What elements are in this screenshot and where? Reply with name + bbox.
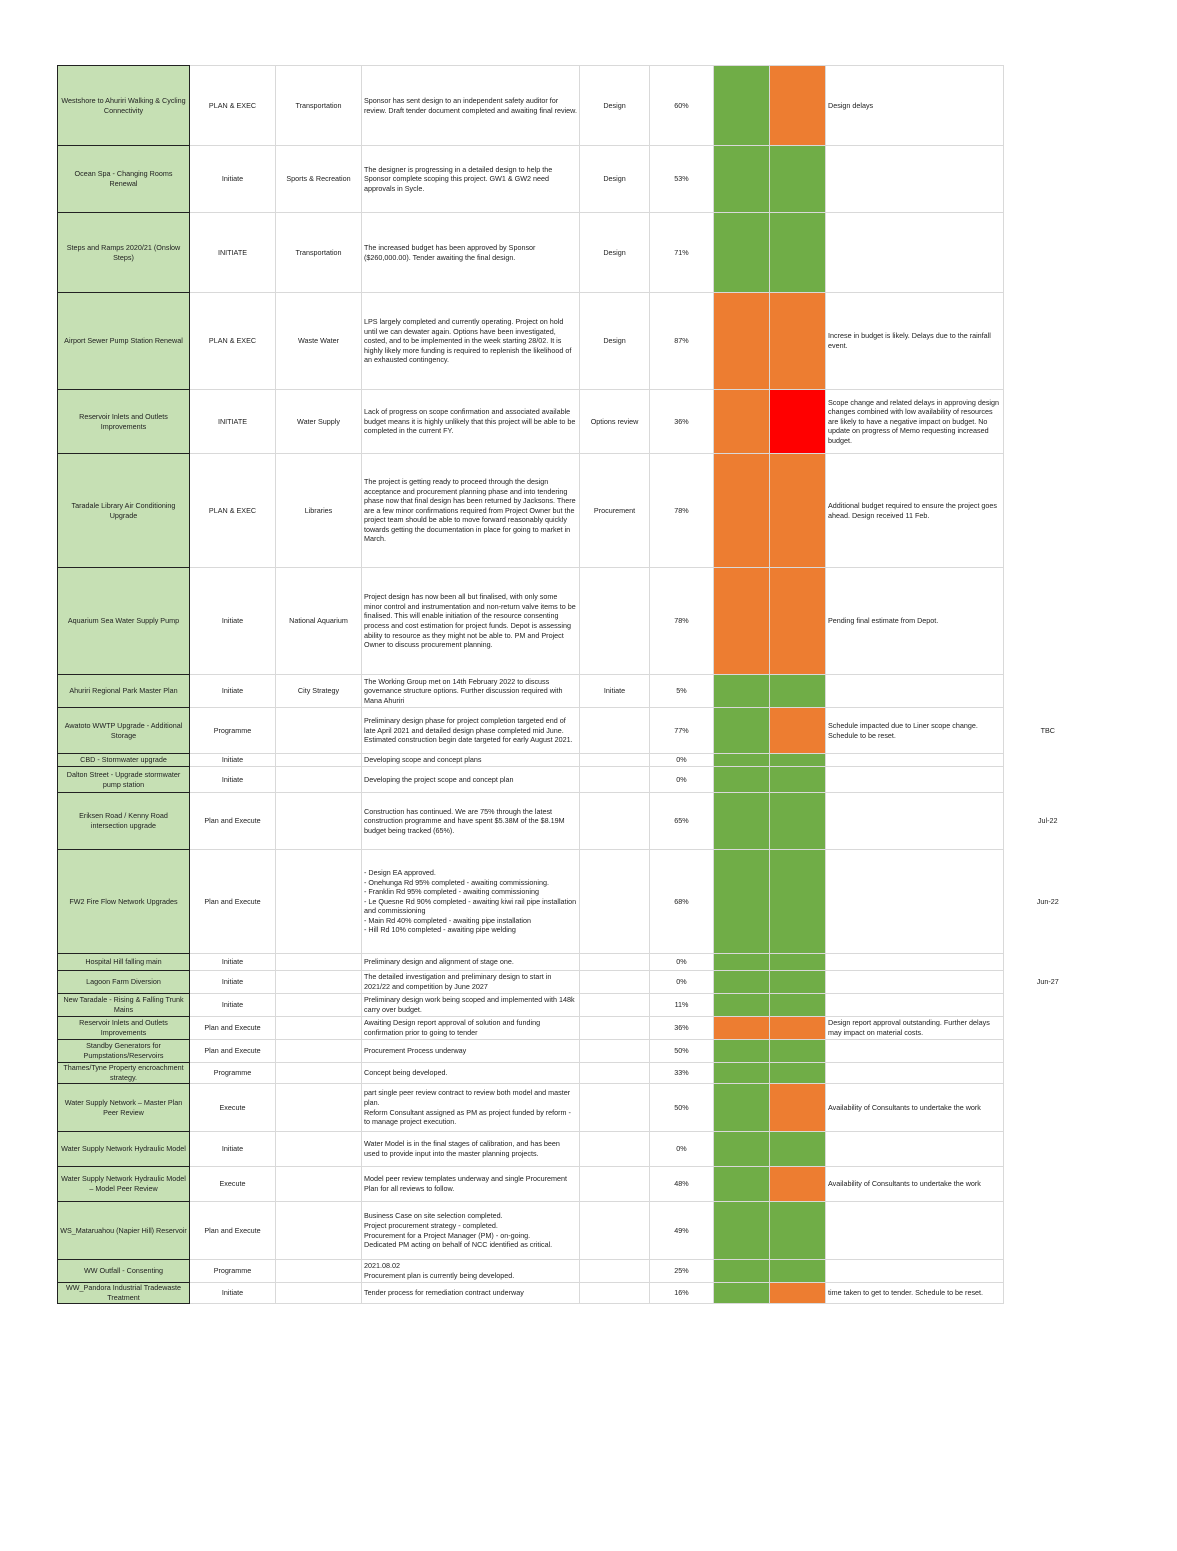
- target-date: [1004, 568, 1092, 675]
- percent-complete: 0%: [650, 767, 714, 793]
- project-stage: [580, 767, 650, 793]
- project-phase: Programme: [190, 1063, 276, 1084]
- project-phase: Execute: [190, 1084, 276, 1132]
- project-stage: [580, 850, 650, 954]
- project-phase: Initiate: [190, 754, 276, 767]
- project-name: Eriksen Road / Kenny Road intersection upgrade: [58, 793, 190, 850]
- project-name: FW2 Fire Flow Network Upgrades: [58, 850, 190, 954]
- project-name: Dalton Street - Upgrade stormwater pump station: [58, 767, 190, 793]
- target-date: [1004, 1202, 1092, 1260]
- status-comment: Scope change and related delays in approving design changes combined with low availability of resources are likely to have a negative impact on budget. No update on progress of Memo requesting increased budget.: [826, 390, 1004, 454]
- status-indicator-1: [714, 971, 770, 994]
- status-comment: [826, 971, 1004, 994]
- project-category: [276, 1283, 362, 1304]
- percent-complete: 50%: [650, 1084, 714, 1132]
- project-description: LPS largely completed and currently operating. Project on hold until we can dewater again. Options have been investigated, costed, and to be implemented in the week starting 28/02. It is highly likely more funding is required to replenish the likelihood of an exhausted contingency.: [362, 293, 580, 390]
- status-comment: [826, 767, 1004, 793]
- project-description: Procurement Process underway: [362, 1040, 580, 1063]
- status-indicator-1: [714, 994, 770, 1017]
- table-row: [58, 1063, 1092, 1084]
- project-category: [276, 1167, 362, 1202]
- target-date: [1004, 954, 1092, 971]
- table-row: [58, 850, 1092, 954]
- project-stage: Options review: [580, 390, 650, 454]
- target-date: [1004, 1063, 1092, 1084]
- status-indicator-2: [770, 1167, 826, 1202]
- percent-complete: 36%: [650, 1017, 714, 1040]
- project-category: [276, 1260, 362, 1283]
- project-stage: [580, 994, 650, 1017]
- project-phase: Plan and Execute: [190, 850, 276, 954]
- table-row: [58, 568, 1092, 675]
- project-category: [276, 954, 362, 971]
- project-stage: Design: [580, 66, 650, 146]
- table-row: [58, 1017, 1092, 1040]
- project-category: Sports & Recreation: [276, 146, 362, 213]
- project-phase: INITIATE: [190, 213, 276, 293]
- status-comment: Availability of Consultants to undertake the work: [826, 1167, 1004, 1202]
- status-indicator-1: [714, 454, 770, 568]
- table-row: [58, 1132, 1092, 1167]
- status-indicator-2: [770, 793, 826, 850]
- project-stage: Design: [580, 293, 650, 390]
- project-category: [276, 708, 362, 754]
- status-indicator-1: [714, 1202, 770, 1260]
- status-indicator-2: [770, 767, 826, 793]
- project-phase: INITIATE: [190, 390, 276, 454]
- project-name: Thames/Tyne Property encroachment strategy.: [58, 1063, 190, 1084]
- project-stage: Design: [580, 213, 650, 293]
- target-date: TBC: [1004, 708, 1092, 754]
- percent-complete: 71%: [650, 213, 714, 293]
- status-indicator-1: [714, 1084, 770, 1132]
- target-date: [1004, 1017, 1092, 1040]
- project-name: CBD - Stormwater upgrade: [58, 754, 190, 767]
- project-phase: Initiate: [190, 994, 276, 1017]
- status-indicator-1: [714, 1132, 770, 1167]
- status-comment: [826, 1260, 1004, 1283]
- status-indicator-2: [770, 1283, 826, 1304]
- target-date: [1004, 390, 1092, 454]
- project-phase: Plan and Execute: [190, 793, 276, 850]
- target-date: [1004, 994, 1092, 1017]
- project-name: New Taradale - Rising & Falling Trunk Mains: [58, 994, 190, 1017]
- table-row: [58, 994, 1092, 1017]
- project-description: - Design EA approved. - Onehunga Rd 95% completed - awaiting commissioning. - Franklin Rd 95% completed - awaiting commissioning - Le Quesne Rd 90% completed - awaiting kiwi rail pipe installation and commissioning - Main Rd 40% completed - awaiting pipe installation - Hill Rd 10% completed - awaiting pipe welding: [362, 850, 580, 954]
- project-name: Ahuriri Regional Park Master Plan: [58, 675, 190, 708]
- status-indicator-1: [714, 1040, 770, 1063]
- status-indicator-1: [714, 1063, 770, 1084]
- project-category: [276, 1063, 362, 1084]
- project-category: [276, 754, 362, 767]
- project-stage: [580, 1260, 650, 1283]
- status-indicator-2: [770, 1202, 826, 1260]
- project-name: Aquarium Sea Water Supply Pump: [58, 568, 190, 675]
- project-category: [276, 994, 362, 1017]
- project-phase: Programme: [190, 1260, 276, 1283]
- project-description: Developing scope and concept plans: [362, 754, 580, 767]
- percent-complete: 68%: [650, 850, 714, 954]
- project-stage: [580, 1063, 650, 1084]
- project-stage: [580, 754, 650, 767]
- percent-complete: 78%: [650, 568, 714, 675]
- status-comment: Availability of Consultants to undertake the work: [826, 1084, 1004, 1132]
- percent-complete: 25%: [650, 1260, 714, 1283]
- project-stage: [580, 1017, 650, 1040]
- status-indicator-2: [770, 1260, 826, 1283]
- project-stage: [580, 1132, 650, 1167]
- project-description: Water Model is in the final stages of calibration, and has been used to provide input into the master planning projects.: [362, 1132, 580, 1167]
- status-comment: Pending final estimate from Depot.: [826, 568, 1004, 675]
- project-name: WS_Mataruahou (Napier Hill) Reservoir: [58, 1202, 190, 1260]
- target-date: [1004, 213, 1092, 293]
- percent-complete: 49%: [650, 1202, 714, 1260]
- project-phase: Initiate: [190, 971, 276, 994]
- status-indicator-1: [714, 1167, 770, 1202]
- project-description: The designer is progressing in a detailed design to help the Sponsor complete scoping this project. GW1 & GW2 need approvals in Sycle.: [362, 146, 580, 213]
- table-row: [58, 1202, 1092, 1260]
- status-comment: Increse in budget is likely. Delays due to the rainfall event.: [826, 293, 1004, 390]
- project-phase: Initiate: [190, 1283, 276, 1304]
- target-date: Jun-27: [1004, 971, 1092, 994]
- percent-complete: 11%: [650, 994, 714, 1017]
- status-indicator-2: [770, 971, 826, 994]
- project-stage: [580, 1202, 650, 1260]
- project-phase: PLAN & EXEC: [190, 454, 276, 568]
- status-indicator-1: [714, 850, 770, 954]
- target-date: [1004, 454, 1092, 568]
- status-indicator-2: [770, 213, 826, 293]
- project-phase: PLAN & EXEC: [190, 66, 276, 146]
- project-description: Tender process for remediation contract underway: [362, 1283, 580, 1304]
- status-indicator-2: [770, 850, 826, 954]
- project-name: Taradale Library Air Conditioning Upgrade: [58, 454, 190, 568]
- table-row: [58, 1283, 1092, 1304]
- target-date: [1004, 146, 1092, 213]
- percent-complete: 0%: [650, 971, 714, 994]
- status-indicator-1: [714, 767, 770, 793]
- project-description: Concept being developed.: [362, 1063, 580, 1084]
- status-comment: [826, 1202, 1004, 1260]
- project-category: [276, 1202, 362, 1260]
- project-phase: Initiate: [190, 568, 276, 675]
- project-phase: Initiate: [190, 767, 276, 793]
- percent-complete: 78%: [650, 454, 714, 568]
- project-stage: Design: [580, 146, 650, 213]
- project-name: Standby Generators for Pumpstations/Reservoirs: [58, 1040, 190, 1063]
- percent-complete: 65%: [650, 793, 714, 850]
- status-indicator-1: [714, 1283, 770, 1304]
- target-date: [1004, 293, 1092, 390]
- percent-complete: 48%: [650, 1167, 714, 1202]
- project-category: [276, 971, 362, 994]
- status-comment: [826, 754, 1004, 767]
- project-description: The Working Group met on 14th February 2022 to discuss governance structure options. Further discussion required with Mana Ahuriri: [362, 675, 580, 708]
- percent-complete: 0%: [650, 954, 714, 971]
- status-comment: Design delays: [826, 66, 1004, 146]
- status-indicator-2: [770, 293, 826, 390]
- project-name: WW_Pandora Industrial Tradewaste Treatment: [58, 1283, 190, 1304]
- project-name: Water Supply Network Hydraulic Model – Model Peer Review: [58, 1167, 190, 1202]
- table-row: [58, 1260, 1092, 1283]
- project-category: Transportation: [276, 66, 362, 146]
- status-indicator-1: [714, 293, 770, 390]
- project-category: Water Supply: [276, 390, 362, 454]
- project-description: Lack of progress on scope confirmation and associated available budget means it is highly unlikely that this project will be able to be completed in the current FY.: [362, 390, 580, 454]
- status-indicator-2: [770, 1017, 826, 1040]
- status-comment: [826, 1040, 1004, 1063]
- project-category: [276, 1084, 362, 1132]
- project-phase: Plan and Execute: [190, 1202, 276, 1260]
- project-category: [276, 1017, 362, 1040]
- status-comment: [826, 954, 1004, 971]
- project-category: Libraries: [276, 454, 362, 568]
- target-date: [1004, 1084, 1092, 1132]
- project-stage: [580, 708, 650, 754]
- status-comment: time taken to get to tender. Schedule to be reset.: [826, 1283, 1004, 1304]
- project-description: Developing the project scope and concept plan: [362, 767, 580, 793]
- project-phase: Initiate: [190, 954, 276, 971]
- table-row: [58, 1167, 1092, 1202]
- status-comment: Additional budget required to ensure the project goes ahead. Design received 11 Feb.: [826, 454, 1004, 568]
- status-indicator-2: [770, 1132, 826, 1167]
- project-description: Construction has continued. We are 75% through the latest construction programme and have spent $5.38M of the $8.19M budget being tracked (65%).: [362, 793, 580, 850]
- project-description: Preliminary design phase for project completion targeted end of late April 2021 and detailed design phase completed mid June. Estimated construction begin date targeted for early August 2021.: [362, 708, 580, 754]
- project-description: Business Case on site selection completed. Project procurement strategy - completed. Procurement for a Project Manager (PM) - on-going. Dedicated PM acting on behalf of NCC identified as critical.: [362, 1202, 580, 1260]
- project-name: Reservoir Inlets and Outlets Improvements: [58, 1017, 190, 1040]
- percent-complete: 16%: [650, 1283, 714, 1304]
- percent-complete: 53%: [650, 146, 714, 213]
- project-status-table: [57, 65, 1092, 1304]
- table-row: [58, 754, 1092, 767]
- percent-complete: 0%: [650, 1132, 714, 1167]
- percent-complete: 87%: [650, 293, 714, 390]
- table-row: [58, 293, 1092, 390]
- status-indicator-2: [770, 1063, 826, 1084]
- status-comment: [826, 1063, 1004, 1084]
- status-comment: [826, 146, 1004, 213]
- status-indicator-2: [770, 954, 826, 971]
- project-name: WW Outfall - Consenting: [58, 1260, 190, 1283]
- target-date: [1004, 767, 1092, 793]
- project-stage: [580, 793, 650, 850]
- status-indicator-2: [770, 754, 826, 767]
- project-stage: [580, 971, 650, 994]
- project-stage: Initiate: [580, 675, 650, 708]
- status-comment: [826, 850, 1004, 954]
- table-row: [58, 1084, 1092, 1132]
- status-comment: [826, 675, 1004, 708]
- status-indicator-2: [770, 66, 826, 146]
- table-row: [58, 1040, 1092, 1063]
- project-description: The increased budget has been approved by Sponsor ($260,000.00). Tender awaiting the final design.: [362, 213, 580, 293]
- project-phase: Initiate: [190, 1132, 276, 1167]
- project-description: Project design has now been all but finalised, with only some minor control and instrumentation and non-return valve items to be finalised. This will enable initiation of the resource consenting process and cost estimation for project funds. Depot is assessing ability to resource as they might not be able to. PM and Project Owner to discuss procurement planning.: [362, 568, 580, 675]
- project-category: [276, 1040, 362, 1063]
- status-indicator-2: [770, 146, 826, 213]
- project-category: [276, 767, 362, 793]
- project-name: Airport Sewer Pump Station Renewal: [58, 293, 190, 390]
- table-row: [58, 213, 1092, 293]
- status-comment: [826, 793, 1004, 850]
- project-phase: Execute: [190, 1167, 276, 1202]
- status-indicator-1: [714, 1017, 770, 1040]
- project-description: Sponsor has sent design to an independent safety auditor for review. Draft tender document completed and awaiting final review.: [362, 66, 580, 146]
- project-phase: Initiate: [190, 675, 276, 708]
- status-indicator-1: [714, 568, 770, 675]
- status-indicator-2: [770, 708, 826, 754]
- project-stage: [580, 954, 650, 971]
- status-indicator-1: [714, 213, 770, 293]
- project-description: part single peer review contract to review both model and master plan. Reform Consultant assigned as PM as project funded by reform - to manage project execution.: [362, 1084, 580, 1132]
- status-indicator-2: [770, 568, 826, 675]
- status-indicator-1: [714, 1260, 770, 1283]
- status-indicator-1: [714, 954, 770, 971]
- project-name: Reservoir Inlets and Outlets Improvements: [58, 390, 190, 454]
- project-category: National Aquarium: [276, 568, 362, 675]
- project-description: Model peer review templates underway and single Procurement Plan for all reviews to follow.: [362, 1167, 580, 1202]
- project-category: Waste Water: [276, 293, 362, 390]
- project-name: Ocean Spa - Changing Rooms Renewal: [58, 146, 190, 213]
- status-comment: [826, 213, 1004, 293]
- percent-complete: 0%: [650, 754, 714, 767]
- project-category: City Strategy: [276, 675, 362, 708]
- status-indicator-2: [770, 1084, 826, 1132]
- project-description: Preliminary design and alignment of stage one.: [362, 954, 580, 971]
- percent-complete: 33%: [650, 1063, 714, 1084]
- project-category: [276, 793, 362, 850]
- target-date: [1004, 1167, 1092, 1202]
- table-row: [58, 454, 1092, 568]
- project-stage: [580, 568, 650, 675]
- status-indicator-1: [714, 390, 770, 454]
- project-name: Water Supply Network Hydraulic Model: [58, 1132, 190, 1167]
- table-row: [58, 66, 1092, 146]
- target-date: [1004, 1132, 1092, 1167]
- table-row: [58, 793, 1092, 850]
- status-comment: Schedule impacted due to Liner scope change. Schedule to be reset.: [826, 708, 1004, 754]
- project-description: The project is getting ready to proceed through the design acceptance and procurement planning phase and into tendering phase now that final design has been returned by Jacksons. There are a few minor confirmations required from Project Owner but the project team should be able to move forward reasonably quickly towards getting the documentation in place for going to market in March.: [362, 454, 580, 568]
- project-category: [276, 1132, 362, 1167]
- status-comment: [826, 994, 1004, 1017]
- project-stage: [580, 1283, 650, 1304]
- percent-complete: 50%: [650, 1040, 714, 1063]
- project-description: Preliminary design work being scoped and implemented with 148k carry over budget.: [362, 994, 580, 1017]
- status-indicator-2: [770, 675, 826, 708]
- target-date: [1004, 754, 1092, 767]
- target-date: [1004, 66, 1092, 146]
- table-row: [58, 146, 1092, 213]
- project-description: The detailed investigation and preliminary design to start in 2021/22 and competition by June 2027: [362, 971, 580, 994]
- status-comment: [826, 1132, 1004, 1167]
- project-description: 2021.08.02 Procurement plan is currently being developed.: [362, 1260, 580, 1283]
- status-indicator-1: [714, 146, 770, 213]
- project-phase: Plan and Execute: [190, 1040, 276, 1063]
- status-indicator-1: [714, 675, 770, 708]
- target-date: [1004, 675, 1092, 708]
- status-indicator-1: [714, 708, 770, 754]
- project-phase: Programme: [190, 708, 276, 754]
- status-indicator-1: [714, 754, 770, 767]
- project-phase: Initiate: [190, 146, 276, 213]
- table-row: [58, 954, 1092, 971]
- project-stage: [580, 1167, 650, 1202]
- project-description: Awaiting Design report approval of solution and funding confirmation prior to going to tender: [362, 1017, 580, 1040]
- target-date: [1004, 1283, 1092, 1304]
- target-date: [1004, 1040, 1092, 1063]
- status-comment: Design report approval outstanding. Further delays may impact on material costs.: [826, 1017, 1004, 1040]
- percent-complete: 5%: [650, 675, 714, 708]
- target-date: [1004, 1260, 1092, 1283]
- status-indicator-2: [770, 1040, 826, 1063]
- table-row: [58, 767, 1092, 793]
- project-name: Lagoon Farm Diversion: [58, 971, 190, 994]
- table-row: [58, 390, 1092, 454]
- project-stage: Procurement: [580, 454, 650, 568]
- project-name: Steps and Ramps 2020/21 (Onslow Steps): [58, 213, 190, 293]
- status-indicator-2: [770, 994, 826, 1017]
- project-phase: Plan and Execute: [190, 1017, 276, 1040]
- status-indicator-2: [770, 390, 826, 454]
- project-name: Awatoto WWTP Upgrade - Additional Storage: [58, 708, 190, 754]
- project-stage: [580, 1040, 650, 1063]
- percent-complete: 77%: [650, 708, 714, 754]
- table-row: [58, 675, 1092, 708]
- target-date: Jul-22: [1004, 793, 1092, 850]
- percent-complete: 36%: [650, 390, 714, 454]
- table-row: [58, 971, 1092, 994]
- percent-complete: 60%: [650, 66, 714, 146]
- target-date: Jun-22: [1004, 850, 1092, 954]
- project-name: Water Supply Network – Master Plan Peer Review: [58, 1084, 190, 1132]
- status-indicator-1: [714, 793, 770, 850]
- project-category: [276, 850, 362, 954]
- project-stage: [580, 1084, 650, 1132]
- project-phase: PLAN & EXEC: [190, 293, 276, 390]
- status-indicator-1: [714, 66, 770, 146]
- project-name: Westshore to Ahuriri Walking & Cycling Connectivity: [58, 66, 190, 146]
- table-row: [58, 708, 1092, 754]
- status-indicator-2: [770, 454, 826, 568]
- project-name: Hospital Hill falling main: [58, 954, 190, 971]
- project-category: Transportation: [276, 213, 362, 293]
